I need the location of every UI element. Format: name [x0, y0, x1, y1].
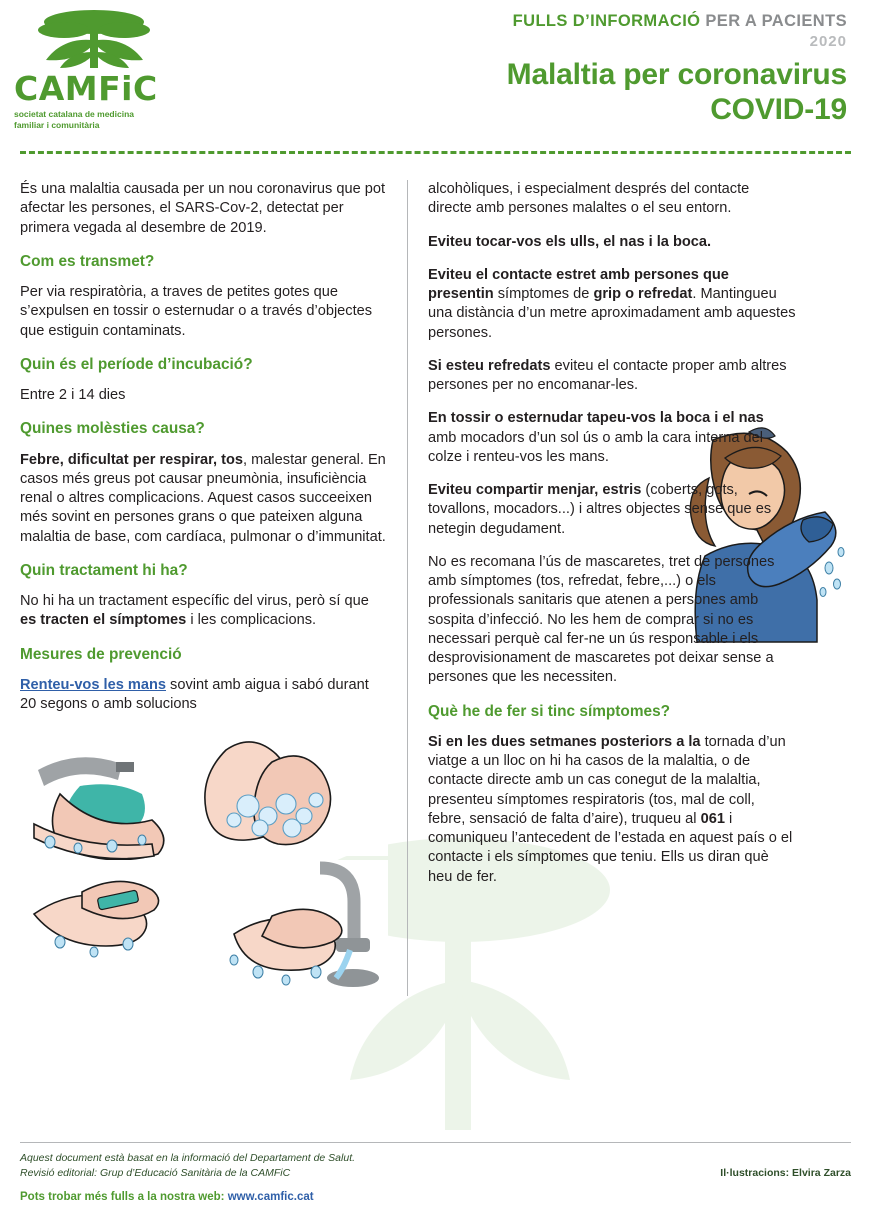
paragraph-what-to-do [428, 733, 796, 887]
footer-source [20, 1151, 355, 1181]
avoid-contact-rest: . Mantingueu una distància d’un metre aproximadament amb aquestes persones. [428, 286, 796, 341]
paragraph-cover-cough [428, 409, 796, 467]
camfic-logo [14, 8, 199, 130]
footer-source-line1: Aquest document està basat en la informació del Departament de Salut. [20, 1151, 356, 1164]
footer-source-line2: Revisió editorial: Grup d’Educació Sanitària de la CAMFiC [20, 1166, 291, 1179]
page-title [507, 58, 847, 127]
logo-tagline-line1: societat catalana de medicina [14, 109, 134, 119]
paragraph-if-cold [428, 357, 796, 396]
kicker [507, 12, 847, 31]
paragraph-masks: No es recomana l’ús de mascaretes, tret de persones amb símptomes (tos, refredat, febre,...) o els professionals sanitaris que atenen a persones amb sospita d’infecció. No les hem de comprar si no es necessari perquè cal fer-ne un ús responsable i els desprovisionament de mascaretes pot deixar sense a persones que les necessiten. [428, 553, 775, 686]
treatment-part-c: i les complicacions. [186, 612, 317, 629]
avoid-touching-bold: Eviteu tocar-vos els ulls, el nas i la boca. [428, 233, 712, 250]
heading-incubation: Quin és el període d’incubació? [20, 355, 253, 373]
cover-cough-bold: En tossir o esternudar tapeu-vos la boca i el nas [428, 410, 764, 427]
website-link[interactable]: www.camfic.cat [227, 1191, 314, 1203]
footer-web-prefix: Pots trobar més fulls a la nostra web: [20, 1191, 228, 1203]
header-divider [20, 151, 851, 154]
treatment-part-b: es tracten el símptomes [20, 612, 187, 629]
illus-nails [20, 860, 196, 996]
logo-tagline-line2: familiar i comunitària [14, 119, 100, 130]
if-cold-rest: eviteu el contacte proper amb altres persones per no encomanar-les. [428, 357, 787, 393]
year-label: 2020 [809, 33, 847, 50]
logo-wordmark: CAMFiC [14, 69, 158, 108]
paragraph-avoid-touching [428, 233, 796, 252]
header-right [507, 12, 847, 127]
illus-soap [20, 728, 196, 860]
heading-treatment: Quin tractament hi ha? [20, 561, 188, 579]
heading-prevention: Mesures de prevenció [20, 645, 182, 663]
paragraph-transmission: Per via respiratòria, a traves de petites gotes que s’expulsen en tossir o esternudar o a través d’objectes que estiguin contaminats. [20, 284, 373, 339]
paragraph-symptoms [20, 451, 389, 547]
footer-web-line [20, 1191, 314, 1203]
avoid-contact-bold: Eviteu el contacte estret amb persones que presentin [428, 266, 729, 302]
symptoms-bold: Febre, dificultat per respirar, tos [20, 451, 244, 468]
heading-what-to-do: Què he de fer si tinc símptomes? [428, 702, 671, 720]
wash-hands-link[interactable]: Renteu-vos les mans [20, 676, 166, 693]
page-title-line1: Malaltia per coronavirus [506, 58, 847, 91]
treatment-part-a: No hi ha un tractament específic del virus, però sí que [20, 593, 369, 609]
prevention-rest: sovint amb aigua i sabó durant 20 segons o amb solucions [20, 676, 369, 712]
what-to-do-bold: Si en les dues setmanes posteriors a la [428, 733, 701, 750]
footer-divider [20, 1142, 851, 1143]
body-columns [0, 180, 871, 996]
no-sharing-rest: (coberts, gots, tovallons, mocadors...) i altres objectes sense que es netegin degudament. [428, 482, 772, 537]
paragraph-continued: alcohòliques, i especialment després del contacte directe amb persones malaltes o el seu entorn. [428, 181, 750, 217]
paragraph-no-sharing [428, 481, 796, 539]
illus-rinse [206, 860, 388, 996]
handwashing-illustration [20, 728, 388, 996]
footer-credits: Il·lustracions: Elvira Zarza [720, 1166, 851, 1179]
what-to-do-mid: tornada d’un viatge a un lloc on hi ha casos de la malaltia, o de contacte directe amb un cas conegut de la malaltia, presenteu símptomes respiratoris (tos, mal de coll, febre, sensació de falta d’aire), truqueu al [428, 733, 786, 827]
what-to-do-rest: i comuniqueu l’antecedent de l’estada en aquest país o el contacte i els símptomes que teniu. Ells us diran què heu de fer. [428, 810, 793, 885]
left-column [20, 180, 408, 996]
if-cold-bold: Si esteu refredats [428, 357, 551, 374]
paragraph-prevention [20, 676, 389, 715]
heading-symptoms: Quines molèsties causa? [20, 420, 205, 438]
cover-cough-rest: amb mocadors d’un sol ús o amb la cara interna del colze i renteu-vos les mans. [428, 429, 764, 465]
paragraph-incubation: Entre 2 i 14 dies [20, 387, 126, 403]
symptoms-rest: , malestar general. En casos més greus pot causar pneumònia, insuficiència renal o altres complicacions. Aquest casos succeeixen més sovint en persones grans o que pateixen alguna malaltia de base, com cardíaca, pulmonar o d’immunitat. [20, 451, 386, 545]
no-sharing-bold: Eviteu compartir menjar, estris [428, 482, 642, 498]
avoid-contact-flu: grip o refredat [593, 286, 693, 302]
avoid-contact-mid: símptomes de [493, 286, 594, 302]
paragraph-avoid-contact [428, 266, 796, 343]
header [0, 0, 871, 160]
logo-tagline [14, 109, 199, 130]
kicker-grey: PER A PACIENTS [700, 12, 847, 30]
heading-transmission: Com es transmet? [20, 252, 155, 270]
tree-icon [20, 8, 170, 70]
right-column [408, 180, 796, 996]
kicker-green: FULLS D’INFORMACIÓ [512, 12, 701, 30]
emergency-phone: 061 [700, 810, 725, 827]
paragraph-treatment [20, 592, 389, 631]
page-title-line2: COVID-19 [710, 92, 847, 126]
illus-lather [205, 728, 388, 856]
footer [20, 1151, 851, 1181]
intro-paragraph: És una malaltia causada per un nou coronavirus que pot afectar les persones, el SARS-Cov-2, detectat per primera vegada al desembre de 2019. [20, 181, 386, 236]
